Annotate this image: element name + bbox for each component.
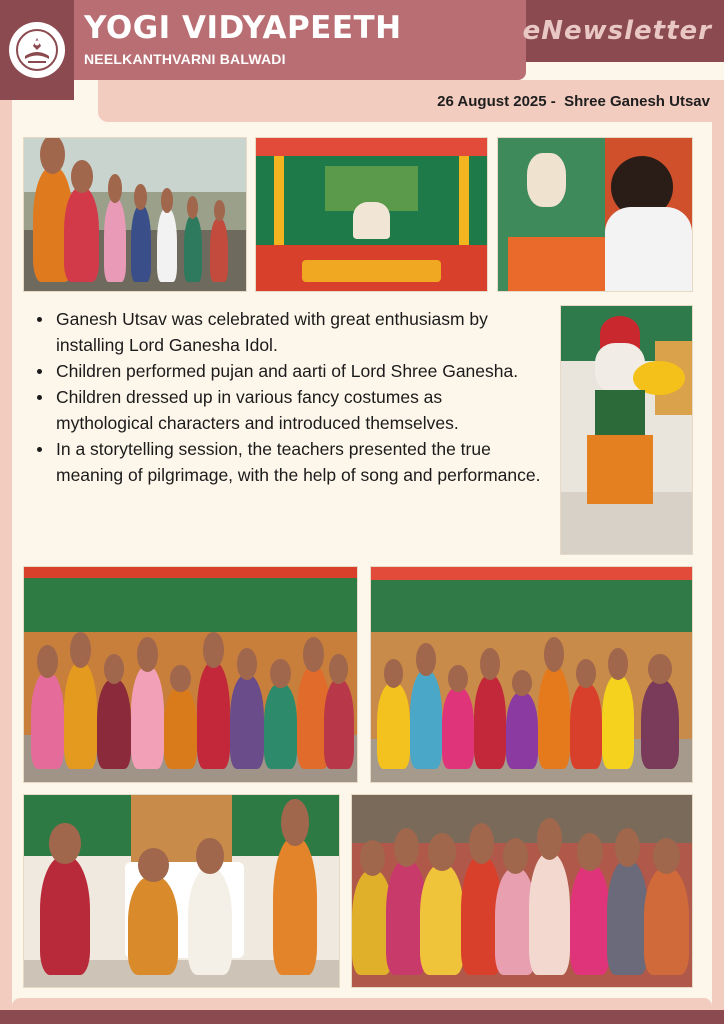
event-highlights-list xyxy=(34,306,544,488)
title-banner xyxy=(74,0,526,80)
date-banner xyxy=(98,80,724,122)
logo-panel xyxy=(0,0,74,100)
footer-band xyxy=(0,1010,724,1024)
left-border-strip xyxy=(0,100,12,1010)
photo-audience-children xyxy=(351,794,693,988)
photo-ganesha-altar xyxy=(255,137,488,292)
list-item: In a storytelling session, the teachers presented the true meaning of pilgrimage, with the help of song and performance. xyxy=(34,436,544,488)
photo-ganesha-costume-child xyxy=(560,305,693,555)
photo-shiva-costumes xyxy=(23,794,340,988)
event-date-title: 26 August 2025 - Shree Ganesh Utsav xyxy=(437,92,710,110)
photo-group-costumes-right xyxy=(370,566,693,783)
photo-group-costumes-left xyxy=(23,566,358,783)
right-border-strip xyxy=(712,122,724,1010)
school-logo-icon xyxy=(9,22,65,78)
newsletter-banner xyxy=(522,0,724,62)
list-item: Children dressed up in various fancy costumes as mythological characters and introduced themselves. xyxy=(34,384,544,436)
footer-light-strip xyxy=(12,998,712,1010)
list-item: Children performed pujan and aarti of Lord Shree Ganesha. xyxy=(34,358,544,384)
photo-procession xyxy=(23,137,247,292)
page-subtitle: NEELKANTHVARNI BALWADI xyxy=(84,51,286,67)
page-title: YOGI VIDYAPEETH xyxy=(84,10,402,46)
newsletter-label: eNewsletter xyxy=(522,16,712,46)
photo-child-offering xyxy=(497,137,693,292)
list-item: Ganesh Utsav was celebrated with great enthusiasm by installing Lord Ganesha Idol. xyxy=(34,306,544,358)
